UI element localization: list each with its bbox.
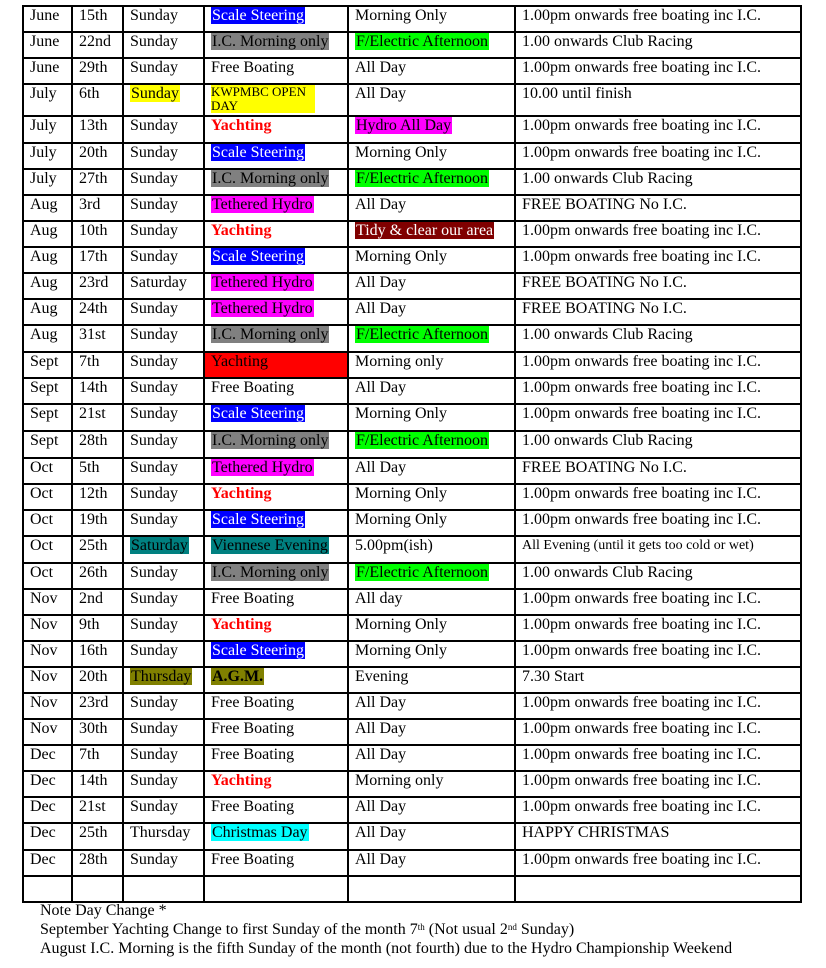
month-cell: Nov <box>23 719 72 745</box>
table-row <box>23 615 801 641</box>
month-cell: Dec <box>23 797 72 823</box>
notes-cell: 1.00pm onwards free boating inc I.C. <box>515 641 801 667</box>
event-label: Scale Steering <box>212 248 304 265</box>
session-label: F/Electric Afternoon <box>356 432 488 449</box>
date-cell: 16th <box>72 641 123 667</box>
day-cell <box>123 536 204 563</box>
date-cell: 30th <box>72 719 123 745</box>
month-cell: July <box>23 84 72 116</box>
notes-cell: 1.00 onwards Club Racing <box>515 325 801 352</box>
event-label: Yachting <box>211 616 272 633</box>
day-cell <box>123 667 204 693</box>
event-label: A.G.M. <box>212 668 264 685</box>
session-label: F/Electric Afternoon <box>356 170 488 187</box>
notes-cell: 1.00pm onwards free boating inc I.C. <box>515 247 801 273</box>
event-cell <box>204 615 348 641</box>
day-cell: Sunday <box>123 247 204 273</box>
day-cell: Sunday <box>123 58 204 84</box>
table-row <box>23 693 801 719</box>
month-cell: July <box>23 116 72 143</box>
day-cell: Sunday <box>123 299 204 325</box>
session-cell: Morning Only <box>348 247 515 273</box>
event-label: Scale Steering <box>212 144 304 161</box>
day-cell: Sunday <box>123 431 204 458</box>
notes-cell: 1.00pm onwards free boating inc I.C. <box>515 797 801 823</box>
session-cell <box>348 876 515 902</box>
day-cell: Sunday <box>123 32 204 58</box>
day-cell: Saturday <box>123 273 204 299</box>
day-cell: Sunday <box>123 615 204 641</box>
date-cell: 29th <box>72 58 123 84</box>
event-cell <box>204 6 348 32</box>
month-cell: Dec <box>23 850 72 876</box>
date-cell: 23rd <box>72 693 123 719</box>
event-cell: Free Boating <box>204 589 348 615</box>
month-cell: Sept <box>23 352 72 378</box>
footer-notes <box>40 901 732 958</box>
notes-label: All Evening (until it gets too cold or wet) <box>522 538 754 553</box>
month-cell: Nov <box>23 615 72 641</box>
date-cell: 19th <box>72 510 123 536</box>
date-cell: 31st <box>72 325 123 352</box>
month-cell: Sept <box>23 378 72 404</box>
notes-cell: 1.00pm onwards free boating inc I.C. <box>515 850 801 876</box>
day-cell: Thursday <box>123 823 204 850</box>
event-label: I.C. Morning only <box>212 564 329 581</box>
session-cell <box>348 32 515 58</box>
event-label: Yachting <box>211 485 272 502</box>
event-label: I.C. Morning only <box>212 170 329 187</box>
session-cell <box>348 431 515 458</box>
event-cell <box>204 484 348 510</box>
event-cell <box>204 32 348 58</box>
session-cell: All Day <box>348 378 515 404</box>
table-row <box>23 563 801 589</box>
day-cell: Sunday <box>123 169 204 195</box>
notes-cell <box>515 536 801 563</box>
month-cell: June <box>23 6 72 32</box>
day-cell: Sunday <box>123 771 204 797</box>
month-cell: Aug <box>23 273 72 299</box>
event-cell <box>204 299 348 325</box>
table-row <box>23 876 801 902</box>
event-cell <box>204 536 348 563</box>
event-cell <box>204 84 348 116</box>
date-cell: 23rd <box>72 273 123 299</box>
date-cell: 20th <box>72 143 123 169</box>
notes-cell: 1.00 onwards Club Racing <box>515 169 801 195</box>
session-cell: All Day <box>348 693 515 719</box>
event-cell <box>204 116 348 143</box>
event-cell <box>204 404 348 431</box>
event-cell <box>204 876 348 902</box>
day-cell: Sunday <box>123 797 204 823</box>
footer-note-september: September Yachting Change to first Sunday of the month 7th (Not usual 2nd Sunday) <box>40 921 575 938</box>
session-cell: Evening <box>348 667 515 693</box>
date-cell: 28th <box>72 850 123 876</box>
event-cell <box>204 510 348 536</box>
date-cell: 10th <box>72 221 123 247</box>
event-label: Viennese Evening <box>212 537 328 554</box>
table-row <box>23 143 801 169</box>
event-cell <box>204 195 348 221</box>
day-label: Thursday <box>131 668 192 685</box>
table-row <box>23 32 801 58</box>
event-label: Yachting <box>211 772 272 789</box>
date-cell: 15th <box>72 6 123 32</box>
month-cell <box>23 876 72 902</box>
event-cell: Free Boating <box>204 850 348 876</box>
table-row <box>23 84 801 116</box>
notes-cell: FREE BOATING No I.C. <box>515 458 801 484</box>
month-cell: Oct <box>23 563 72 589</box>
date-cell: 14th <box>72 771 123 797</box>
day-cell <box>123 876 204 902</box>
table-row <box>23 536 801 563</box>
event-cell <box>204 325 348 352</box>
notes-cell: 1.00pm onwards free boating inc I.C. <box>515 510 801 536</box>
table-row <box>23 797 801 823</box>
notes-cell: 1.00pm onwards free boating inc I.C. <box>515 6 801 32</box>
event-cell <box>204 431 348 458</box>
date-cell: 21st <box>72 797 123 823</box>
notes-cell: 1.00pm onwards free boating inc I.C. <box>515 484 801 510</box>
event-cell <box>204 667 348 693</box>
notes-cell: FREE BOATING No I.C. <box>515 273 801 299</box>
session-cell <box>348 563 515 589</box>
date-cell: 27th <box>72 169 123 195</box>
footer-note-august: August I.C. Morning is the fifth Sunday of the month (not fourth) due to the Hydro Championship Weekend <box>40 940 733 957</box>
session-cell: Morning Only <box>348 143 515 169</box>
day-cell: Sunday <box>123 641 204 667</box>
date-cell: 14th <box>72 378 123 404</box>
date-cell: 3rd <box>72 195 123 221</box>
event-label: Scale Steering <box>212 405 304 422</box>
event-cell <box>204 221 348 247</box>
notes-cell: 1.00pm onwards free boating inc I.C. <box>515 378 801 404</box>
event-cell <box>204 352 348 378</box>
event-cell: Free Boating <box>204 693 348 719</box>
table-row <box>23 116 801 143</box>
event-label: Tethered Hydro <box>212 196 313 213</box>
month-cell: Oct <box>23 458 72 484</box>
table-row <box>23 299 801 325</box>
session-cell: Morning only <box>348 352 515 378</box>
date-cell <box>72 876 123 902</box>
month-cell: Oct <box>23 484 72 510</box>
table-row <box>23 221 801 247</box>
session-cell: All Day <box>348 58 515 84</box>
date-cell: 26th <box>72 563 123 589</box>
month-cell: Aug <box>23 325 72 352</box>
notes-cell: 1.00 onwards Club Racing <box>515 32 801 58</box>
day-label: Sunday <box>131 85 179 102</box>
table-row <box>23 58 801 84</box>
table-row <box>23 641 801 667</box>
session-cell: Morning Only <box>348 510 515 536</box>
session-cell: All Day <box>348 84 515 116</box>
date-cell: 6th <box>72 84 123 116</box>
table-row <box>23 169 801 195</box>
session-cell: Morning Only <box>348 484 515 510</box>
day-cell <box>123 84 204 116</box>
event-label: I.C. Morning only <box>212 33 329 50</box>
event-cell: Free Boating <box>204 797 348 823</box>
month-cell: Aug <box>23 299 72 325</box>
notes-cell: 1.00pm onwards free boating inc I.C. <box>515 719 801 745</box>
event-cell <box>204 143 348 169</box>
day-cell: Sunday <box>123 143 204 169</box>
month-cell: Nov <box>23 641 72 667</box>
event-label: I.C. Morning only <box>212 432 329 449</box>
day-cell: Sunday <box>123 458 204 484</box>
notes-cell: 1.00pm onwards free boating inc I.C. <box>515 745 801 771</box>
event-label: Scale Steering <box>212 642 304 659</box>
notes-cell: 1.00pm onwards free boating inc I.C. <box>515 404 801 431</box>
event-cell <box>204 641 348 667</box>
month-cell: Sept <box>23 431 72 458</box>
date-cell: 7th <box>72 352 123 378</box>
month-cell: Dec <box>23 745 72 771</box>
session-label: F/Electric Afternoon <box>356 564 488 581</box>
session-label: F/Electric Afternoon <box>356 33 488 50</box>
table-row <box>23 667 801 693</box>
session-cell: All Day <box>348 299 515 325</box>
month-cell: Nov <box>23 693 72 719</box>
notes-cell: 1.00pm onwards free boating inc I.C. <box>515 143 801 169</box>
day-cell: Sunday <box>123 221 204 247</box>
event-label: Tethered Hydro <box>212 274 313 291</box>
event-cell <box>204 823 348 850</box>
event-label: Tethered Hydro <box>212 459 313 476</box>
event-cell <box>204 169 348 195</box>
event-cell <box>204 563 348 589</box>
session-cell <box>348 221 515 247</box>
session-cell: All Day <box>348 745 515 771</box>
month-cell: June <box>23 32 72 58</box>
date-cell: 21st <box>72 404 123 431</box>
day-label: Saturday <box>131 537 188 554</box>
table-row <box>23 325 801 352</box>
session-cell: Morning Only <box>348 641 515 667</box>
date-cell: 22nd <box>72 32 123 58</box>
table-row <box>23 745 801 771</box>
month-cell: Aug <box>23 221 72 247</box>
notes-cell <box>515 876 801 902</box>
notes-cell: 7.30 Start <box>515 667 801 693</box>
table-row <box>23 771 801 797</box>
month-cell: Sept <box>23 404 72 431</box>
date-cell: 25th <box>72 536 123 563</box>
day-cell: Sunday <box>123 6 204 32</box>
date-cell: 17th <box>72 247 123 273</box>
notes-cell: HAPPY CHRISTMAS <box>515 823 801 850</box>
table-row <box>23 273 801 299</box>
session-cell: All Day <box>348 273 515 299</box>
notes-cell: 1.00pm onwards free boating inc I.C. <box>515 771 801 797</box>
table-row <box>23 850 801 876</box>
notes-cell: 1.00pm onwards free boating inc I.C. <box>515 589 801 615</box>
table-row <box>23 431 801 458</box>
session-cell: Morning Only <box>348 6 515 32</box>
event-cell <box>204 771 348 797</box>
session-cell: 5.00pm(ish) <box>348 536 515 563</box>
day-cell: Sunday <box>123 116 204 143</box>
table-row <box>23 195 801 221</box>
table-row <box>23 589 801 615</box>
month-cell: Oct <box>23 536 72 563</box>
day-cell: Sunday <box>123 719 204 745</box>
table-row <box>23 484 801 510</box>
date-cell: 9th <box>72 615 123 641</box>
event-label: I.C. Morning only <box>212 326 329 343</box>
day-cell: Sunday <box>123 745 204 771</box>
table-row <box>23 719 801 745</box>
event-label: KWPMBC OPEN DAY <box>211 85 315 113</box>
table-row <box>23 510 801 536</box>
session-label: F/Electric Afternoon <box>356 326 488 343</box>
date-cell: 2nd <box>72 589 123 615</box>
day-cell: Sunday <box>123 404 204 431</box>
month-cell: June <box>23 58 72 84</box>
session-cell: All day <box>348 589 515 615</box>
session-cell: Morning Only <box>348 615 515 641</box>
table-row <box>23 247 801 273</box>
event-cell: Free Boating <box>204 378 348 404</box>
month-cell: Oct <box>23 510 72 536</box>
month-cell: July <box>23 143 72 169</box>
event-cell <box>204 458 348 484</box>
notes-cell: 1.00pm onwards free boating inc I.C. <box>515 116 801 143</box>
event-label: Yachting <box>211 353 269 370</box>
event-label: Yachting <box>211 222 272 239</box>
date-cell: 24th <box>72 299 123 325</box>
day-cell: Sunday <box>123 325 204 352</box>
session-cell: Morning only <box>348 771 515 797</box>
session-cell <box>348 325 515 352</box>
day-cell: Sunday <box>123 378 204 404</box>
day-cell: Sunday <box>123 352 204 378</box>
date-cell: 13th <box>72 116 123 143</box>
day-cell: Sunday <box>123 850 204 876</box>
month-cell: Aug <box>23 195 72 221</box>
table-row <box>23 823 801 850</box>
event-label: Tethered Hydro <box>212 300 313 317</box>
event-cell <box>204 247 348 273</box>
session-cell: All Day <box>348 195 515 221</box>
notes-cell: 1.00pm onwards free boating inc I.C. <box>515 58 801 84</box>
table-row <box>23 6 801 32</box>
table-row <box>23 458 801 484</box>
session-cell: All Day <box>348 797 515 823</box>
notes-cell: 1.00pm onwards free boating inc I.C. <box>515 615 801 641</box>
notes-cell: 1.00pm onwards free boating inc I.C. <box>515 221 801 247</box>
session-label: Hydro All Day <box>356 117 452 134</box>
date-cell: 7th <box>72 745 123 771</box>
notes-cell: FREE BOATING No I.C. <box>515 195 801 221</box>
notes-cell: 10.00 until finish <box>515 84 801 116</box>
notes-cell: 1.00pm onwards free boating inc I.C. <box>515 352 801 378</box>
event-cell: Free Boating <box>204 719 348 745</box>
session-cell: All Day <box>348 458 515 484</box>
event-cell <box>204 273 348 299</box>
session-cell: Morning Only <box>348 404 515 431</box>
month-cell: July <box>23 169 72 195</box>
month-cell: Nov <box>23 667 72 693</box>
notes-cell: FREE BOATING No I.C. <box>515 299 801 325</box>
session-cell: All Day <box>348 823 515 850</box>
date-cell: 12th <box>72 484 123 510</box>
event-label: Yachting <box>211 117 272 134</box>
date-cell: 5th <box>72 458 123 484</box>
event-label: Scale Steering <box>212 511 304 528</box>
event-label: Christmas Day <box>212 824 308 841</box>
day-cell: Sunday <box>123 693 204 719</box>
table-row <box>23 404 801 431</box>
day-cell: Sunday <box>123 589 204 615</box>
event-cell: Free Boating <box>204 58 348 84</box>
day-cell: Sunday <box>123 484 204 510</box>
notes-cell: 1.00 onwards Club Racing <box>515 563 801 589</box>
notes-cell: 1.00 onwards Club Racing <box>515 431 801 458</box>
date-cell: 20th <box>72 667 123 693</box>
day-cell: Sunday <box>123 195 204 221</box>
session-cell: All Day <box>348 719 515 745</box>
date-cell: 25th <box>72 823 123 850</box>
session-cell <box>348 116 515 143</box>
session-cell: All Day <box>348 850 515 876</box>
session-label: Tidy & clear our area <box>356 222 494 239</box>
table-row <box>23 378 801 404</box>
month-cell: Dec <box>23 771 72 797</box>
table-row <box>23 352 801 378</box>
month-cell: Dec <box>23 823 72 850</box>
day-cell: Sunday <box>123 563 204 589</box>
session-cell <box>348 169 515 195</box>
date-cell: 28th <box>72 431 123 458</box>
event-label: Scale Steering <box>212 7 304 24</box>
schedule-table <box>22 5 802 903</box>
day-cell: Sunday <box>123 510 204 536</box>
footer-note-day-change: Note Day Change * <box>40 902 167 919</box>
month-cell: Nov <box>23 589 72 615</box>
notes-cell: 1.00pm onwards free boating inc I.C. <box>515 693 801 719</box>
event-cell: Free Boating <box>204 745 348 771</box>
month-cell: Aug <box>23 247 72 273</box>
